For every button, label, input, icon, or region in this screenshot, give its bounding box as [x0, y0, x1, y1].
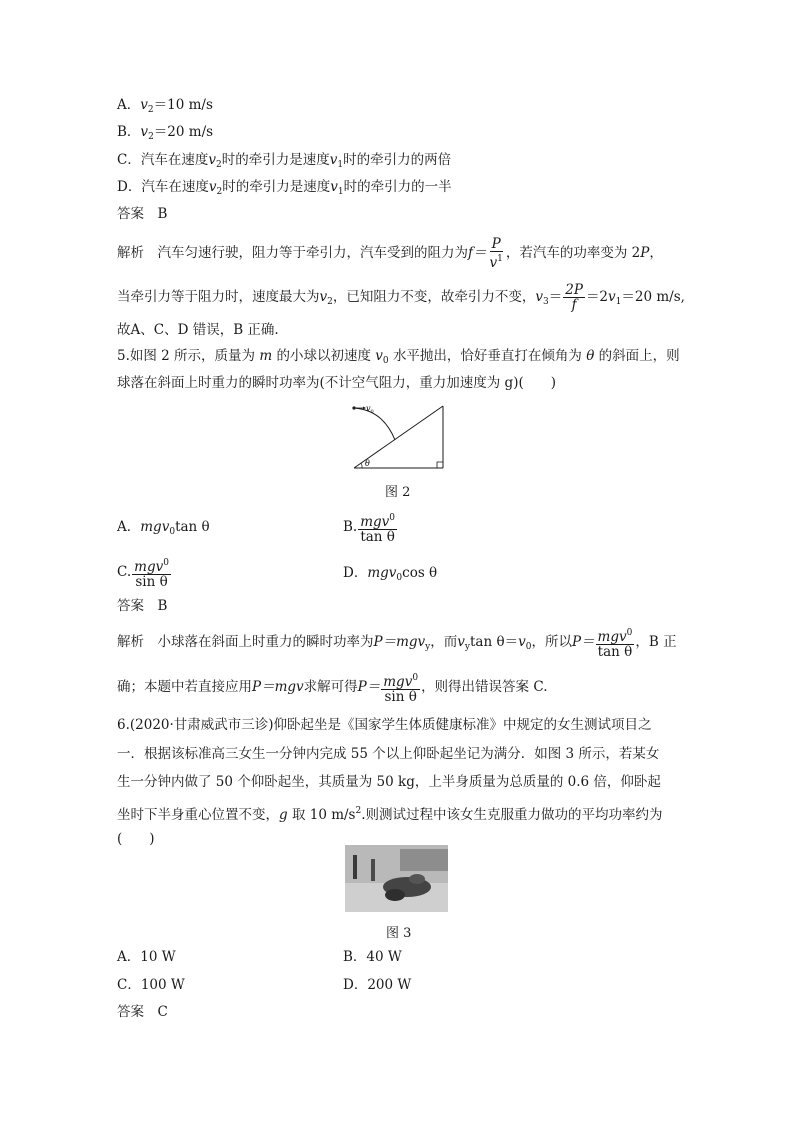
q4-solution-line3: 故A、C、D 错误，B 正确. [117, 322, 279, 338]
right-angle-mark [437, 462, 443, 468]
q4-option-b: B．$v_2=20$ m/s [117, 124, 214, 142]
q5-option-d: D．mgv$_0$cos θ [343, 565, 438, 583]
q5-solution-line2: 确；本题中若直接应用P＝mgv求解可得P＝ $\frac{mgv^0}{\text{sin θ}}$ ，则得出错误答案 C. [117, 673, 548, 705]
q6-stem-line3: 生一分钟内做了 50 个仰卧起坐，其质量为 50 kg，上半身质量为总质量的 0.6 倍，仰卧起 [117, 774, 661, 790]
figure-3-situp-photo [345, 845, 448, 912]
q5-stem-line1: 5.如图 2 所示，质量为 m 的小球以初速度 $v_0$ 水平抛出，恰好垂直打在倾角为 θ 的斜面上，则 [117, 348, 680, 366]
q4-answer: 答案 B [117, 206, 168, 222]
figure-3-caption: 图 3 [386, 926, 412, 941]
q4-option-a: A．$v_2=10$ m/s [117, 97, 213, 115]
angle-arc [361, 463, 362, 468]
q5-stem-line2: 球落在斜面上时重力的瞬时功率为(不计空气阻力，重力加速度为 g)( ) [117, 375, 556, 391]
figure-2-incline [345, 400, 450, 474]
q6-stem-line1: 6.(2020·甘肃威武市三诊)仰卧起坐是《国家学生体质健康标准》中规定的女生测试项目之 [117, 717, 652, 733]
photo-student-front [385, 889, 405, 901]
q5-option-b: B. $\frac{mgv^0}{\text{tan θ}}$ [343, 513, 396, 545]
q5-solution-line1: 解析 小球落在斜面上时重力的瞬时功率为P＝mgv$_y$，而$v_y\tan$ $\theta=v_0$，所以P＝ $\frac{mgv^0}{\text{tan θ}}$ ，B 正 [117, 628, 677, 660]
v0-label: v [366, 404, 371, 413]
q6-option-b: B．40 W [343, 949, 402, 965]
q6-stem-line5: ( ) [117, 831, 155, 847]
q4-option-d: D．汽车在速度$v_2$时的牵引力是速度$v_1$时的牵引力的一半 [117, 179, 452, 197]
q6-option-c: C．100 W [117, 977, 185, 993]
trajectory-curve [354, 408, 395, 440]
theta-label: θ [365, 459, 370, 468]
q6-option-a: A．10 W [117, 949, 176, 965]
q4-option-c: C．汽车在速度$v_2$时的牵引力是速度$v_1$时的牵引力的两倍 [117, 152, 452, 170]
v0-label-sub: 0 [370, 409, 374, 415]
q4-solution-line1: 解析 汽车匀速行驶，阻力等于牵引力，汽车受到的阻力为f＝ $\frac{P}{v^1}$ ，若汽车的功率变为 2P， [117, 236, 663, 271]
q5-answer: 答案 B [117, 598, 168, 614]
q4-solution-line2: 当牵引力等于阻力时，速度最大为$v_2$，已知阻力不变，故牵引力不变，$v_3=$ $\frac{2P}{f}$ $=2v_1=20$ m/s, [117, 282, 685, 313]
q6-option-d: D．200 W [343, 977, 412, 993]
figure-2-caption: 图 2 [385, 485, 411, 500]
q5-option-c: C. $\frac{mgv^0}{\text{sin θ}}$ [117, 558, 169, 590]
q5-option-a: A．mgv$_0$tan θ [117, 519, 210, 537]
q6-stem-line2: 一．根据该标准高三女生一分钟内完成 55 个以上仰卧起坐记为满分．如图 3 所示，若某女 [117, 746, 660, 762]
q6-answer: 答案 C [117, 1004, 168, 1020]
photo-person-standing-1 [353, 855, 357, 879]
photo-person-standing-2 [371, 859, 375, 881]
q6-stem-line4: 坐时下半身重心位置不变，g 取 10 $m/s^2$.则测试过程中该女生克服重力做功的平均功率约为 [117, 806, 663, 823]
photo-student-back [409, 874, 425, 884]
photo-building [400, 849, 448, 871]
